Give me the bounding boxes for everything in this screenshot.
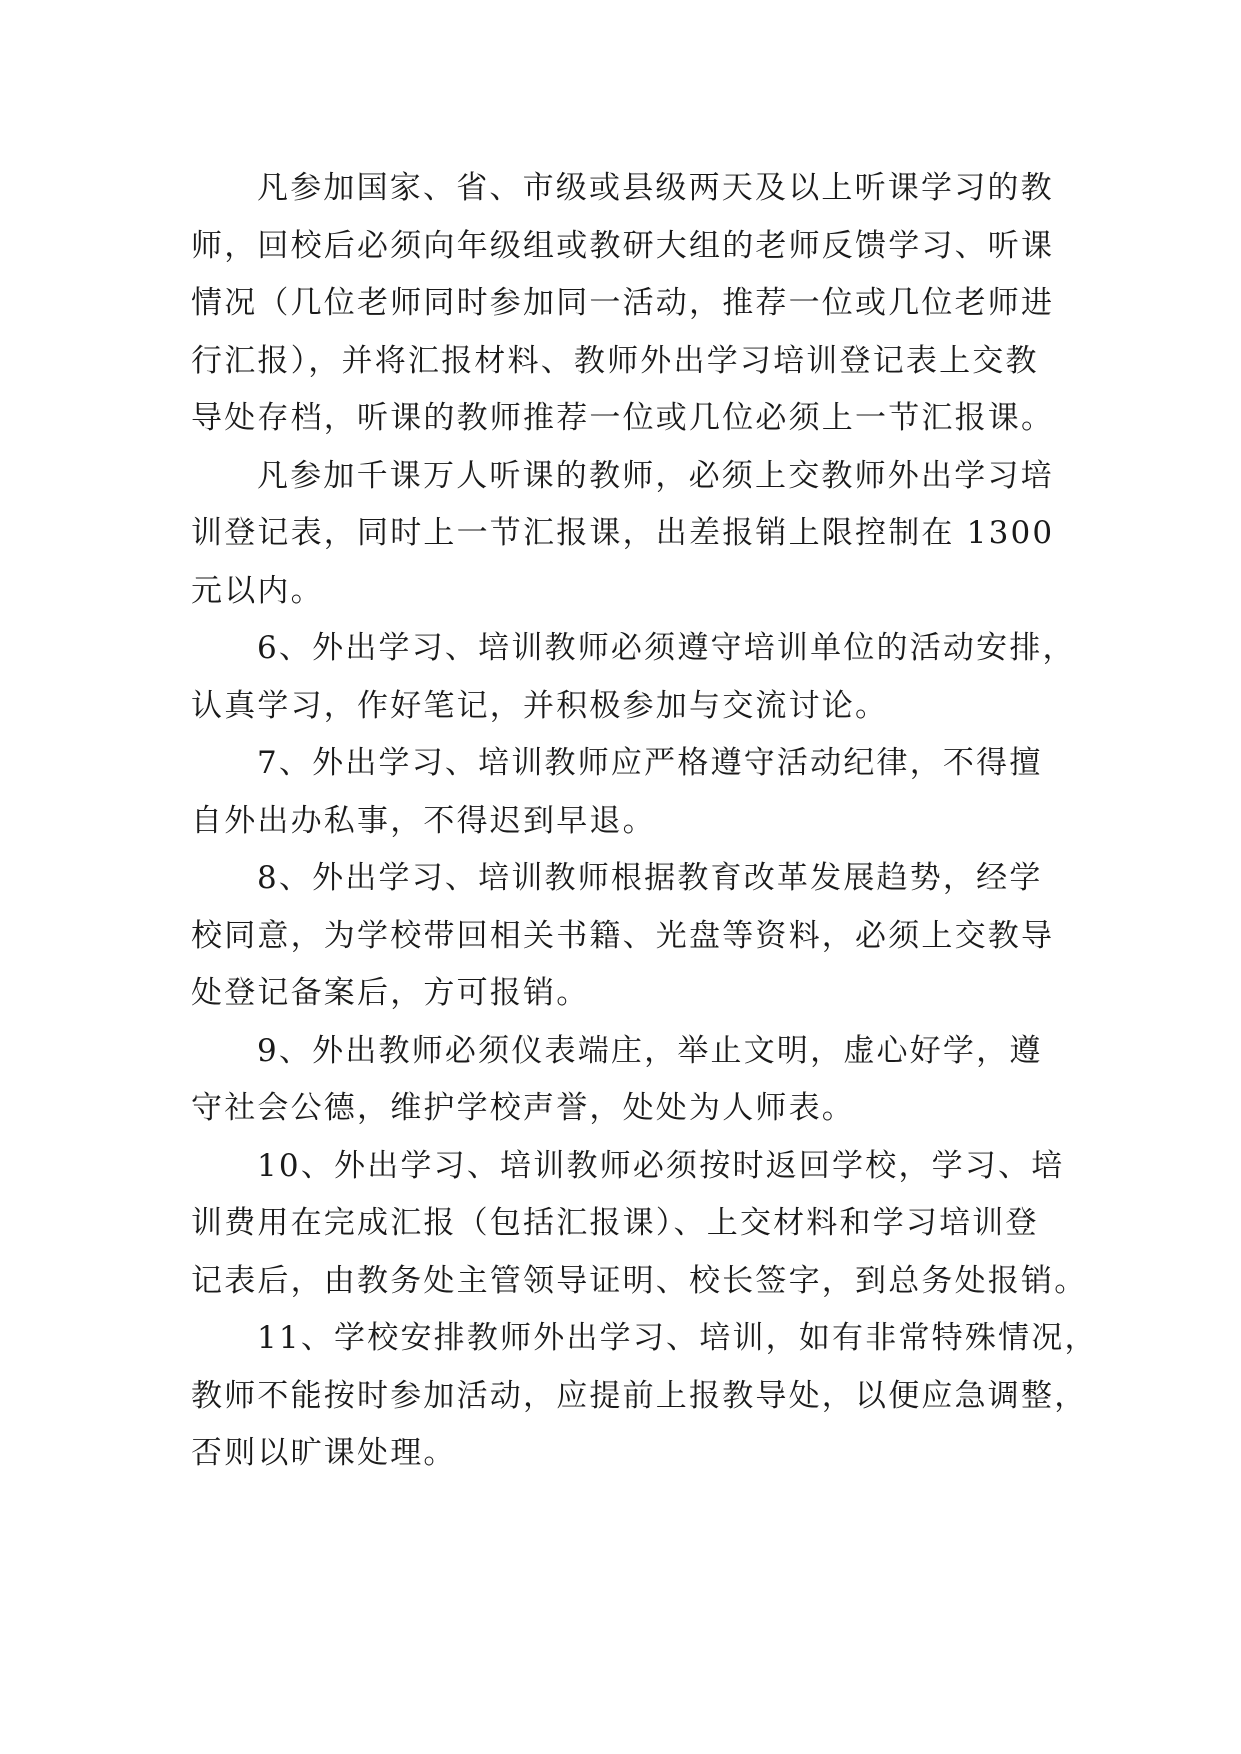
text-line: 自外出办私事，不得迟到早退。 (191, 802, 656, 839)
text-line: 认真学习，作好笔记，并积极参加与交流讨论。 (191, 687, 889, 724)
paragraph-thousand-lessons (191, 448, 1055, 621)
text-line: 导处存档，听课的教师推荐一位或几位必须上一节汇报课。 (191, 400, 1055, 436)
paragraph-item-7 (191, 735, 1051, 850)
paragraph-reporting (191, 160, 1055, 448)
text-line: 守社会公德，维护学校声誉，处处为人师表。 (191, 1090, 855, 1126)
text-line: 情况（几位老师同时参加同一活动，推荐一位或几位老师进 (191, 285, 1055, 321)
text-line: 师，回校后必须向年级组或教研大组的老师反馈学习、听课 (191, 227, 1055, 264)
paragraph-item-6 (191, 620, 1076, 735)
text-line: 训费用在完成汇报（包括汇报课）、上交材料和学习培训登 (191, 1205, 1039, 1241)
text-line: 凡参加千课万人听课的教师，必须上交教师外出学习培 (257, 457, 1054, 494)
document-body (191, 160, 1098, 1483)
paragraph-item-11 (191, 1310, 1098, 1483)
text-line: 教师不能按时参加活动，应提前上报教导处，以便应急调整， (191, 1377, 1088, 1414)
text-line: 11、学校安排教师外出学习、培训，如有非常特殊情况， (257, 1320, 1098, 1356)
text-line: 记表后，由教务处主管领导证明、校长签字，到总务处报销。 (191, 1262, 1088, 1299)
text-line: 否则以旷课处理。 (191, 1435, 457, 1471)
text-line: 10、外出学习、培训教师必须按时返回学校，学习、培 (257, 1147, 1065, 1184)
paragraph-item-9 (191, 1023, 1051, 1138)
paragraph-item-10 (191, 1138, 1088, 1311)
text-line: 凡参加国家、省、市级或县级两天及以上听课学习的教 (257, 170, 1054, 206)
text-line: 校同意，为学校带回相关书籍、光盘等资料，必须上交教导 (191, 917, 1055, 954)
text-line: 处登记备案后，方可报销。 (191, 975, 590, 1011)
text-line: 8、外出学习、培训教师根据教育改革发展趋势，经学 (257, 860, 1043, 896)
text-line: 元以内。 (191, 572, 324, 609)
text-line: 9、外出教师必须仪表端庄，举止文明，虚心好学，遵 (257, 1032, 1043, 1069)
text-line: 行汇报），并将汇报材料、教师外出学习培训登记表上交教 (191, 342, 1039, 379)
text-line: 6、外出学习、培训教师必须遵守培训单位的活动安排， (257, 630, 1076, 666)
text-line: 训登记表，同时上一节汇报课，出差报销上限控制在 1300 (191, 515, 1055, 551)
paragraph-item-8 (191, 850, 1055, 1023)
text-line: 7、外出学习、培训教师应严格遵守活动纪律，不得擅 (257, 745, 1043, 781)
